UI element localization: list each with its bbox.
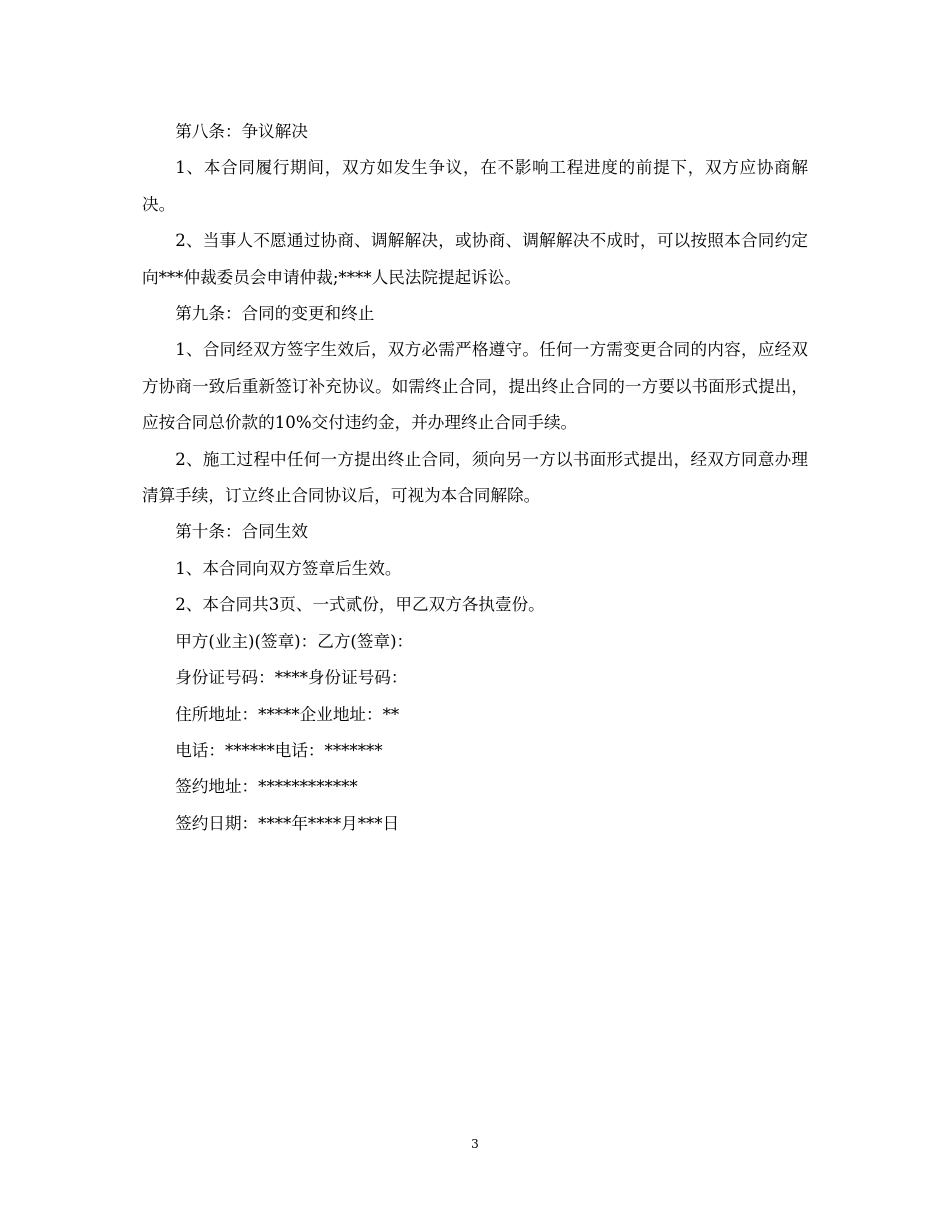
signature-line: 甲方(业主)(签章)：乙方(签章)： <box>175 631 414 651</box>
article-10-heading: 第十条：合同生效 <box>175 522 308 542</box>
address-line: 住所地址：*****企业地址：** <box>175 704 400 724</box>
article-8-heading: 第八条：争议解决 <box>175 122 308 141</box>
article-8-clause-1: 1、本合同履行期间，双方如发生争议，在不影响工程进度的前提下，双方应协商解决。 <box>142 158 808 214</box>
article-9-clause-1: 1、合同经双方签字生效后，双方必需严格遵守。任何一方需变更合同的内容，应经双方协商一致后重新签订补充协议。如需终止合同，提出终止合同的一方要以书面形式提出，应按合同总价款的10%交付违约金，并办理终止合同手续。 <box>142 340 808 433</box>
article-10-clause-1: 1、本合同向双方签章后生效。 <box>175 558 402 578</box>
document-body <box>142 114 808 842</box>
article-10-clause-2: 2、本合同共3页、一式贰份，甲乙双方各执壹份。 <box>175 595 545 615</box>
signing-date-line: 签约日期：****年****月***日 <box>175 813 400 833</box>
signing-location-line: 签约地址：************ <box>175 777 358 797</box>
article-9-clause-2: 2、施工过程中任何一方提出终止合同，须向另一方以书面形式提出，经双方同意办理清算手续，订立终止合同协议后，可视为本合同解除。 <box>142 449 808 506</box>
id-number-line: 身份证号码：****身份证号码： <box>175 668 408 688</box>
phone-line: 电话：******电话：******* <box>175 740 383 760</box>
article-8-clause-2: 2、当事人不愿通过协商、调解解决，或协商、调解解决不成时，可以按照本合同约定向***仲裁委员会申请仲裁;****人民法院提起诉讼。 <box>142 231 808 287</box>
article-9-heading: 第九条：合同的变更和终止 <box>175 304 375 324</box>
page-number: 3 <box>471 1137 479 1151</box>
